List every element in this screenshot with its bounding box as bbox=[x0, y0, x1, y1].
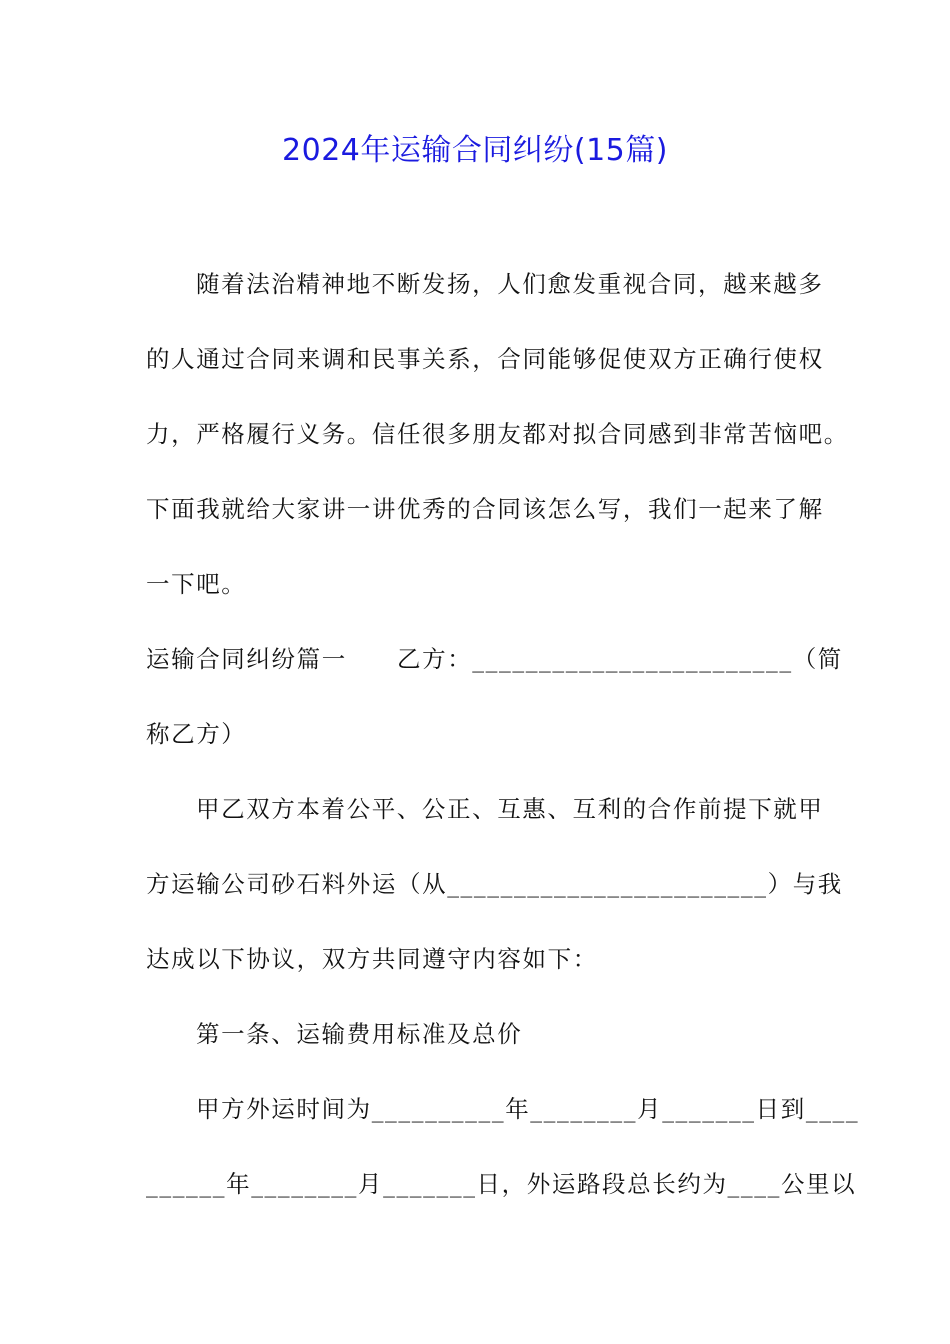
paragraph-line: 随着法治精神地不断发扬，人们愈发重视合同，越来越多 bbox=[196, 270, 824, 298]
paragraph-line: 称乙方） bbox=[146, 720, 247, 748]
paragraph-line: 下面我就给大家讲一讲优秀的合同该怎么写，我们一起来了解 bbox=[146, 495, 824, 523]
document-title: 2024年运输合同纠纷(15篇) bbox=[282, 133, 668, 168]
paragraph-line: 达成以下协议，双方共同遵守内容如下： bbox=[146, 945, 598, 973]
paragraph-line: 一下吧。 bbox=[146, 570, 247, 598]
paragraph-line: 力，严格履行义务。信任很多朋友都对拟合同感到非常苦恼吧。 bbox=[146, 420, 849, 448]
paragraph-line: ______年________月_______日，外运路段总长约为____公里以 bbox=[146, 1170, 857, 1198]
paragraph-line: 甲乙双方本着公平、公正、互惠、互利的合作前提下就甲 bbox=[196, 795, 824, 823]
section-heading-line: 运输合同纠纷篇一 乙方：________________________（简 bbox=[146, 645, 843, 673]
paragraph-line: 甲方外运时间为__________年________月_______日到____ bbox=[196, 1095, 860, 1123]
paragraph-line: 方运输公司砂石料外运（从________________________）与我 bbox=[146, 870, 843, 898]
article-heading: 第一条、运输费用标准及总价 bbox=[196, 1020, 523, 1048]
paragraph-line: 的人通过合同来调和民事关系，合同能够促使双方正确行使权 bbox=[146, 345, 824, 373]
